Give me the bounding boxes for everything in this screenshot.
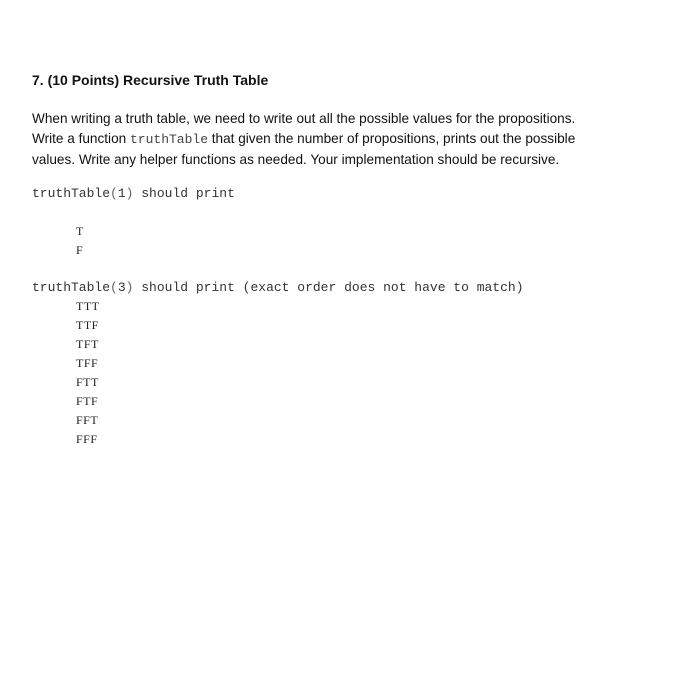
example-3-caption: should print (exact order does not have to match) <box>133 280 524 295</box>
description-line-2-start: Write a function <box>32 131 130 146</box>
output-row: TFF <box>76 356 99 370</box>
description-line-1: When writing a truth table, we need to write out all the possible values for the propositions. <box>32 111 576 126</box>
example-1-open-paren: ( <box>110 186 118 201</box>
description-line-3: values. Write any helper functions as needed. Your implementation should be recursive. <box>32 152 560 167</box>
example-3-close-paren: ) <box>125 280 134 295</box>
example-3-output <box>76 297 100 449</box>
question-description <box>32 109 632 170</box>
output-row: F <box>76 243 84 257</box>
output-row: TTF <box>76 318 99 332</box>
output-row: TTT <box>76 299 100 313</box>
example-3-arg: 3 <box>117 280 126 295</box>
function-name-inline: truthTable <box>129 132 208 147</box>
output-row: TFT <box>76 337 99 351</box>
output-row: FTT <box>76 375 99 389</box>
output-row: FFF <box>76 432 98 446</box>
example-3-heading <box>32 280 524 296</box>
example-3-function: truthTable <box>32 280 111 295</box>
output-row: FFT <box>76 413 99 427</box>
example-1-arg: 1 <box>117 186 126 201</box>
example-1-output <box>76 222 84 260</box>
example-1-heading <box>32 186 235 202</box>
description-line-2 <box>32 129 632 150</box>
example-1-function: truthTable <box>32 186 111 201</box>
example-1-caption: should print <box>133 186 235 201</box>
description-line-2-end: that given the number of propositions, prints out the possible <box>208 131 576 146</box>
output-row: FTF <box>76 394 99 408</box>
output-row: T <box>76 224 84 238</box>
example-1-close-paren: ) <box>125 186 134 201</box>
question-title: 7. (10 Points) Recursive Truth Table <box>32 72 269 88</box>
example-3-open-paren: ( <box>110 280 118 295</box>
